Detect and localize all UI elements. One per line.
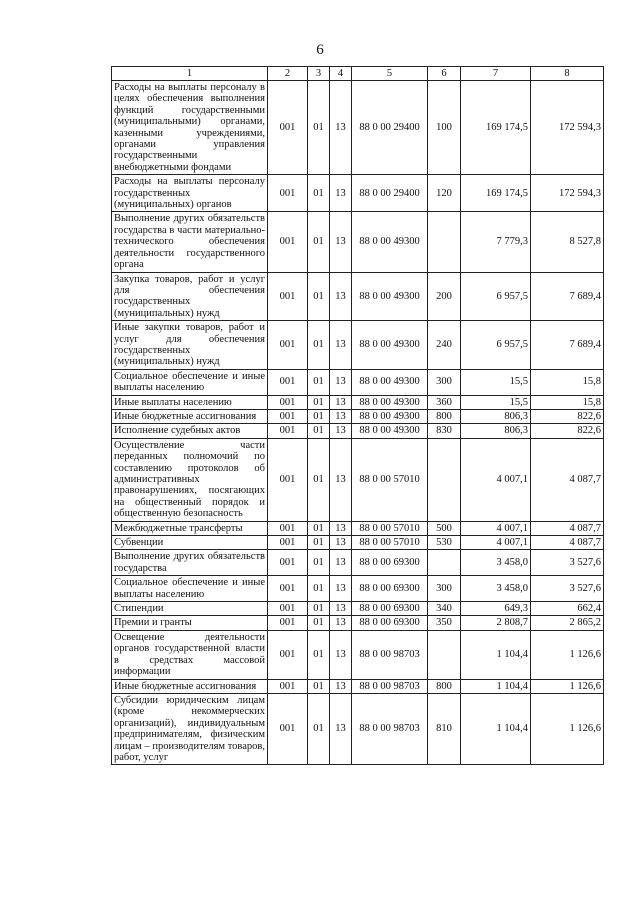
row-sum-year-2: 3 527,6 xyxy=(531,550,604,576)
row-code: 001 xyxy=(268,616,308,630)
row-name: Социальное обеспечение и иные выплаты населению xyxy=(112,369,268,395)
row-expense-type: 120 xyxy=(428,175,461,212)
row-sum-year-1: 1 104,4 xyxy=(461,679,531,693)
row-name: Освещение деятельности органов государственной власти в средствах массовой информации xyxy=(112,630,268,679)
row-target-article: 88 0 00 49300 xyxy=(352,424,428,438)
column-header-7: 7 xyxy=(461,67,531,81)
row-section: 01 xyxy=(308,576,330,602)
row-section: 01 xyxy=(308,693,330,764)
row-code: 001 xyxy=(268,175,308,212)
row-name: Осуществление части переданных полномочий по составлению протоколов об административных правонарушениях, посягающих на общественный порядок и общественную безопасность xyxy=(112,438,268,521)
row-code: 001 xyxy=(268,602,308,616)
row-subsection: 13 xyxy=(330,679,352,693)
row-code: 001 xyxy=(268,576,308,602)
row-subsection: 13 xyxy=(330,395,352,409)
row-expense-type xyxy=(428,550,461,576)
row-section: 01 xyxy=(308,536,330,550)
row-name: Социальное обеспечение и иные выплаты населению xyxy=(112,576,268,602)
row-section: 01 xyxy=(308,321,330,370)
row-name: Иные бюджетные ассигнования xyxy=(112,409,268,423)
row-expense-type: 240 xyxy=(428,321,461,370)
row-subsection: 13 xyxy=(330,550,352,576)
row-sum-year-1: 169 174,5 xyxy=(461,81,531,175)
row-sum-year-2: 4 087,7 xyxy=(531,536,604,550)
row-subsection: 13 xyxy=(330,369,352,395)
table-header-row xyxy=(112,67,604,81)
row-target-article: 88 0 00 49300 xyxy=(352,369,428,395)
row-subsection: 13 xyxy=(330,321,352,370)
row-code: 001 xyxy=(268,321,308,370)
table-row xyxy=(112,630,604,679)
table-row xyxy=(112,395,604,409)
row-subsection: 13 xyxy=(330,272,352,321)
row-sum-year-2: 822,6 xyxy=(531,424,604,438)
row-section: 01 xyxy=(308,438,330,521)
row-target-article: 88 0 00 49300 xyxy=(352,212,428,272)
row-section: 01 xyxy=(308,272,330,321)
row-sum-year-1: 169 174,5 xyxy=(461,175,531,212)
row-sum-year-1: 3 458,0 xyxy=(461,550,531,576)
row-code: 001 xyxy=(268,424,308,438)
row-section: 01 xyxy=(308,630,330,679)
row-sum-year-2: 662,4 xyxy=(531,602,604,616)
row-code: 001 xyxy=(268,409,308,423)
table-body xyxy=(112,81,604,765)
column-header-2: 2 xyxy=(268,67,308,81)
row-code: 001 xyxy=(268,536,308,550)
row-sum-year-2: 8 527,8 xyxy=(531,212,604,272)
row-target-article: 88 0 00 69300 xyxy=(352,602,428,616)
row-sum-year-1: 15,5 xyxy=(461,395,531,409)
row-target-article: 88 0 00 57010 xyxy=(352,536,428,550)
row-expense-type: 830 xyxy=(428,424,461,438)
row-section: 01 xyxy=(308,616,330,630)
row-sum-year-2: 7 689,4 xyxy=(531,272,604,321)
row-name: Субсидии юридическим лицам (кроме некоммерческих организаций), индивидуальным предпринимателям, физическим лицам – производителям товаров, работ, услуг xyxy=(112,693,268,764)
row-section: 01 xyxy=(308,409,330,423)
table-row xyxy=(112,369,604,395)
row-target-article: 88 0 00 49300 xyxy=(352,395,428,409)
row-sum-year-1: 15,5 xyxy=(461,369,531,395)
row-subsection: 13 xyxy=(330,630,352,679)
row-sum-year-2: 2 865,2 xyxy=(531,616,604,630)
column-header-6: 6 xyxy=(428,67,461,81)
row-name: Иные выплаты населению xyxy=(112,395,268,409)
row-name: Иные бюджетные ассигнования xyxy=(112,679,268,693)
row-target-article: 88 0 00 69300 xyxy=(352,550,428,576)
row-target-article: 88 0 00 98703 xyxy=(352,679,428,693)
row-code: 001 xyxy=(268,212,308,272)
row-target-article: 88 0 00 49300 xyxy=(352,272,428,321)
row-section: 01 xyxy=(308,81,330,175)
table-row xyxy=(112,616,604,630)
row-expense-type: 300 xyxy=(428,369,461,395)
row-section: 01 xyxy=(308,521,330,535)
row-code: 001 xyxy=(268,272,308,321)
row-sum-year-2: 172 594,3 xyxy=(531,175,604,212)
table-row xyxy=(112,81,604,175)
column-header-4: 4 xyxy=(330,67,352,81)
row-sum-year-1: 6 957,5 xyxy=(461,272,531,321)
table-row xyxy=(112,679,604,693)
row-sum-year-1: 806,3 xyxy=(461,409,531,423)
column-header-5: 5 xyxy=(352,67,428,81)
row-name: Иные закупки товаров, работ и услуг для обеспечения государственных (муниципальных) нужд xyxy=(112,321,268,370)
row-section: 01 xyxy=(308,424,330,438)
row-expense-type: 500 xyxy=(428,521,461,535)
row-sum-year-1: 4 007,1 xyxy=(461,521,531,535)
table-row xyxy=(112,536,604,550)
row-subsection: 13 xyxy=(330,536,352,550)
row-sum-year-2: 172 594,3 xyxy=(531,81,604,175)
table-row xyxy=(112,693,604,764)
row-subsection: 13 xyxy=(330,602,352,616)
row-name: Выполнение других обязательств государства xyxy=(112,550,268,576)
row-sum-year-2: 15,8 xyxy=(531,369,604,395)
column-header-8: 8 xyxy=(531,67,604,81)
row-expense-type: 100 xyxy=(428,81,461,175)
column-header-1: 1 xyxy=(112,67,268,81)
page-number: 6 xyxy=(316,42,324,58)
row-subsection: 13 xyxy=(330,521,352,535)
row-subsection: 13 xyxy=(330,616,352,630)
row-subsection: 13 xyxy=(330,424,352,438)
row-subsection: 13 xyxy=(330,576,352,602)
row-code: 001 xyxy=(268,521,308,535)
row-sum-year-1: 1 104,4 xyxy=(461,693,531,764)
row-sum-year-2: 3 527,6 xyxy=(531,576,604,602)
row-code: 001 xyxy=(268,630,308,679)
row-code: 001 xyxy=(268,395,308,409)
row-expense-type xyxy=(428,438,461,521)
table-row xyxy=(112,321,604,370)
row-name: Межбюджетные трансферты xyxy=(112,521,268,535)
row-name: Расходы на выплаты персоналу в целях обеспечения выполнения функций государственными (муниципальными) органами, казенными учреждениями, органами управления государственными внебюджетными фондами xyxy=(112,81,268,175)
row-target-article: 88 0 00 49300 xyxy=(352,321,428,370)
row-expense-type xyxy=(428,212,461,272)
row-code: 001 xyxy=(268,438,308,521)
row-sum-year-2: 4 087,7 xyxy=(531,438,604,521)
row-expense-type: 810 xyxy=(428,693,461,764)
row-expense-type: 360 xyxy=(428,395,461,409)
row-section: 01 xyxy=(308,369,330,395)
row-name: Стипендии xyxy=(112,602,268,616)
row-name: Субвенции xyxy=(112,536,268,550)
row-subsection: 13 xyxy=(330,81,352,175)
table-row xyxy=(112,438,604,521)
row-sum-year-2: 1 126,6 xyxy=(531,693,604,764)
row-section: 01 xyxy=(308,602,330,616)
row-sum-year-1: 1 104,4 xyxy=(461,630,531,679)
table-row xyxy=(112,175,604,212)
row-expense-type xyxy=(428,630,461,679)
row-code: 001 xyxy=(268,550,308,576)
row-code: 001 xyxy=(268,81,308,175)
row-expense-type: 350 xyxy=(428,616,461,630)
row-expense-type: 300 xyxy=(428,576,461,602)
row-section: 01 xyxy=(308,212,330,272)
row-sum-year-1: 4 007,1 xyxy=(461,536,531,550)
table-row xyxy=(112,576,604,602)
row-sum-year-2: 1 126,6 xyxy=(531,630,604,679)
row-section: 01 xyxy=(308,550,330,576)
row-subsection: 13 xyxy=(330,409,352,423)
row-target-article: 88 0 00 98703 xyxy=(352,630,428,679)
row-subsection: 13 xyxy=(330,212,352,272)
row-subsection: 13 xyxy=(330,693,352,764)
row-sum-year-2: 7 689,4 xyxy=(531,321,604,370)
row-target-article: 88 0 00 49300 xyxy=(352,409,428,423)
row-section: 01 xyxy=(308,395,330,409)
row-section: 01 xyxy=(308,175,330,212)
row-code: 001 xyxy=(268,369,308,395)
row-target-article: 88 0 00 57010 xyxy=(352,438,428,521)
row-expense-type: 800 xyxy=(428,409,461,423)
row-sum-year-1: 806,3 xyxy=(461,424,531,438)
row-code: 001 xyxy=(268,693,308,764)
row-code: 001 xyxy=(268,679,308,693)
row-target-article: 88 0 00 29400 xyxy=(352,81,428,175)
row-name: Расходы на выплаты персоналу государственных (муниципальных) органов xyxy=(112,175,268,212)
table-row xyxy=(112,521,604,535)
row-expense-type: 800 xyxy=(428,679,461,693)
row-sum-year-2: 822,6 xyxy=(531,409,604,423)
row-expense-type: 200 xyxy=(428,272,461,321)
row-subsection: 13 xyxy=(330,438,352,521)
row-subsection: 13 xyxy=(330,175,352,212)
row-expense-type: 530 xyxy=(428,536,461,550)
table-row xyxy=(112,424,604,438)
row-sum-year-2: 15,8 xyxy=(531,395,604,409)
budget-table xyxy=(111,66,604,765)
row-target-article: 88 0 00 29400 xyxy=(352,175,428,212)
row-sum-year-1: 649,3 xyxy=(461,602,531,616)
table-row xyxy=(112,602,604,616)
table-row xyxy=(112,550,604,576)
row-name: Закупка товаров, работ и услуг для обеспечения государственных (муниципальных) нужд xyxy=(112,272,268,321)
row-expense-type: 340 xyxy=(428,602,461,616)
row-sum-year-2: 4 087,7 xyxy=(531,521,604,535)
row-sum-year-1: 4 007,1 xyxy=(461,438,531,521)
table-row xyxy=(112,409,604,423)
row-sum-year-1: 2 808,7 xyxy=(461,616,531,630)
table-row xyxy=(112,272,604,321)
row-sum-year-1: 3 458,0 xyxy=(461,576,531,602)
row-name: Исполнение судебных актов xyxy=(112,424,268,438)
row-target-article: 88 0 00 98703 xyxy=(352,693,428,764)
row-sum-year-2: 1 126,6 xyxy=(531,679,604,693)
row-target-article: 88 0 00 69300 xyxy=(352,616,428,630)
column-header-3: 3 xyxy=(308,67,330,81)
row-name: Премии и гранты xyxy=(112,616,268,630)
row-target-article: 88 0 00 57010 xyxy=(352,521,428,535)
row-sum-year-1: 6 957,5 xyxy=(461,321,531,370)
row-target-article: 88 0 00 69300 xyxy=(352,576,428,602)
row-sum-year-1: 7 779,3 xyxy=(461,212,531,272)
table-row xyxy=(112,212,604,272)
row-section: 01 xyxy=(308,679,330,693)
row-name: Выполнение других обязательств государства в части материально-технического обеспечения деятельности государственного органа xyxy=(112,212,268,272)
